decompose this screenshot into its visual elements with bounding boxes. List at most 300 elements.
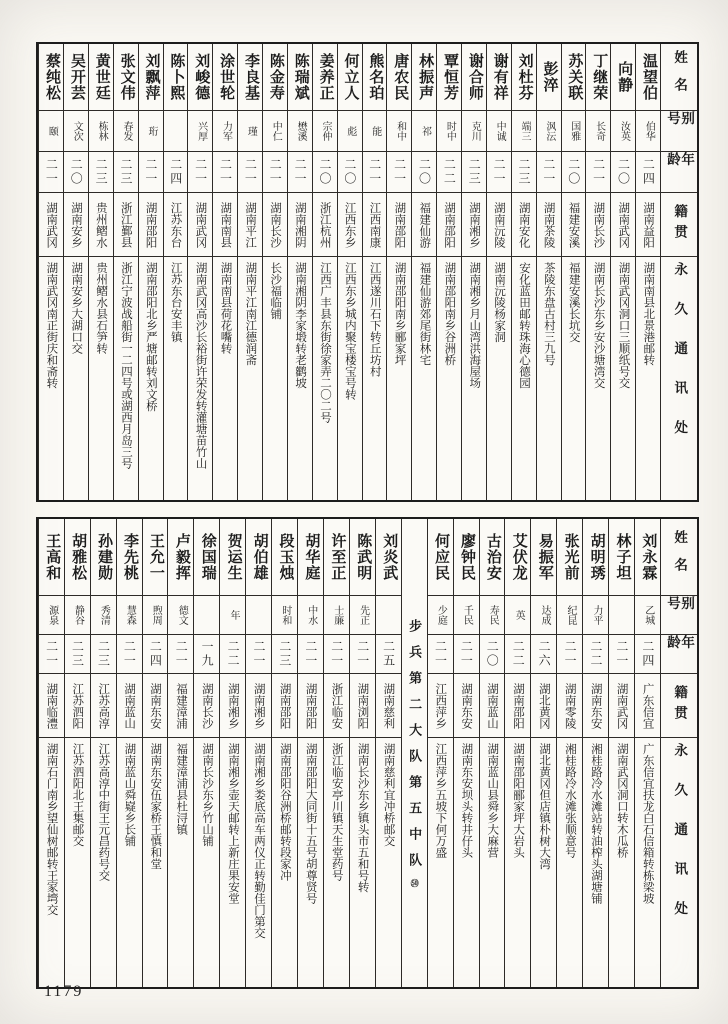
address-cell [213, 257, 237, 500]
age-cell [288, 152, 312, 193]
person-column [163, 44, 188, 500]
person-native-place: 广东信宜 [641, 682, 654, 729]
native-place-cell [387, 193, 411, 257]
age-cell [114, 152, 138, 193]
address-cell [39, 257, 63, 500]
header-cell-native-place [661, 674, 697, 738]
age-cell [139, 152, 163, 193]
person-age: 二一 [563, 640, 578, 668]
address-cell [194, 738, 219, 987]
person-column [556, 519, 582, 987]
address-cell [557, 738, 582, 987]
section-header-column [401, 519, 427, 987]
alias-cell [338, 111, 362, 152]
person-column [167, 519, 193, 987]
name-cell [480, 519, 505, 596]
person-name: 陈卜熙 [168, 53, 185, 101]
person-name: 王允一 [147, 533, 164, 581]
person-address: 浙江临安亭川镇天生堂药号 [330, 743, 343, 881]
alias-cell [387, 111, 411, 152]
name-cell [611, 44, 635, 111]
person-address: 湖南邵阳北乡严塘邮转刘文桥 [144, 262, 157, 412]
person-alias: 端三 [518, 121, 530, 141]
person-age: 二四 [148, 640, 163, 668]
person-address: 江苏高淳中街王元昌药号交 [97, 743, 110, 881]
person-alias: 中诚 [494, 121, 506, 141]
person-name: 谢有祥 [491, 53, 508, 101]
native-place-cell [64, 193, 88, 257]
native-place-cell [164, 193, 188, 257]
address-cell [220, 738, 245, 987]
name-cell [557, 519, 582, 596]
person-native-place: 湖南平江 [244, 201, 257, 248]
header-cell-alias [661, 596, 697, 635]
alias-cell [531, 596, 556, 635]
person-column [511, 44, 536, 500]
roster-table-bottom [36, 517, 699, 989]
alias-cell [139, 111, 163, 152]
person-name: 陈武明 [355, 533, 372, 581]
native-place-cell [246, 674, 271, 738]
address-cell [338, 257, 362, 500]
person-column [138, 44, 163, 500]
address-cell [462, 257, 486, 500]
person-native-place: 江苏高淳 [97, 682, 110, 729]
person-alias: 文次 [71, 121, 83, 141]
alias-cell [462, 111, 486, 152]
person-age: 二〇 [317, 158, 332, 186]
person-address: 湖南长沙东乡安沙塘湾交 [592, 262, 605, 389]
person-address: 湖南蓝山县舜乡大麻营 [486, 743, 499, 858]
alias-cell [512, 111, 536, 152]
alias-cell [114, 111, 138, 152]
person-alias: 士廉 [331, 605, 343, 625]
person-name: 廖钟民 [458, 533, 475, 581]
address-cell [437, 257, 461, 500]
person-native-place: 湖南湘阴 [293, 201, 306, 248]
age-cell [583, 635, 608, 674]
age-cell [117, 635, 142, 674]
person-name: 丁继荣 [591, 53, 608, 101]
person-alias: 达成 [539, 605, 551, 625]
address-cell [91, 738, 116, 987]
person-address: 江苏东台安丰镇 [169, 262, 182, 343]
person-alias: 纪昆 [565, 605, 577, 625]
name-cell [487, 44, 511, 111]
person-name: 段玉烛 [277, 533, 294, 581]
age-cell [313, 152, 337, 193]
person-native-place: 湖南东安 [589, 682, 602, 729]
header-address-label: 永久通讯处 [672, 743, 688, 941]
person-native-place: 湖南邵阳 [443, 201, 456, 248]
native-place-cell [117, 674, 142, 738]
name-cell [462, 44, 486, 111]
alias-cell [562, 111, 586, 152]
name-cell [194, 519, 219, 596]
name-cell [537, 44, 561, 111]
name-cell [376, 519, 401, 596]
person-age: 二一 [591, 158, 606, 186]
native-place-cell [557, 674, 582, 738]
person-alias: 静谷 [72, 605, 84, 625]
person-column [113, 44, 138, 500]
age-cell [586, 152, 610, 193]
person-name: 涂世轮 [218, 53, 235, 101]
header-cell-age [661, 635, 697, 674]
person-column [479, 519, 505, 987]
age-cell [213, 152, 237, 193]
age-cell [611, 152, 635, 193]
person-name: 蔡纯松 [43, 53, 60, 101]
name-cell [363, 44, 387, 111]
native-place-cell [263, 193, 287, 257]
address-cell [238, 257, 262, 500]
person-age: 二一 [174, 640, 189, 668]
alias-cell [313, 111, 337, 152]
address-cell [454, 738, 479, 987]
alias-cell [505, 596, 530, 635]
person-address: 湖南湘乡壶天邮转上新庄果安堂 [227, 743, 240, 904]
native-place-cell [531, 674, 556, 738]
name-cell [263, 44, 287, 111]
age-cell [246, 635, 271, 674]
person-alias: 宗仲 [319, 121, 331, 141]
native-place-cell [114, 193, 138, 257]
age-cell [164, 152, 188, 193]
person-native-place: 福建安溪 [567, 201, 580, 248]
native-place-cell [636, 193, 660, 257]
alias-cell [65, 596, 90, 635]
address-cell [505, 738, 530, 987]
native-place-cell [583, 674, 608, 738]
person-column [504, 519, 530, 987]
header-name-label: 姓名 [672, 49, 688, 105]
person-alias: 乙城 [642, 605, 654, 625]
person-column [63, 44, 88, 500]
person-age: 二三 [96, 640, 111, 668]
person-native-place: 湖南邵阳 [511, 682, 524, 729]
person-age: 二五 [381, 640, 396, 668]
person-native-place: 湖南长沙 [268, 201, 281, 248]
native-place-cell [505, 674, 530, 738]
alias-cell [437, 111, 461, 152]
address-cell [164, 257, 188, 500]
header-alias-label: 别号 [665, 111, 695, 132]
alias-cell [39, 111, 63, 152]
name-cell [238, 44, 262, 111]
person-age: 二〇 [69, 158, 84, 186]
age-cell [298, 635, 323, 674]
person-age: 二三 [118, 158, 133, 186]
age-cell [387, 152, 411, 193]
person-alias: 祁 [419, 126, 431, 136]
person-address: 福建安溪长坑交 [567, 262, 580, 343]
native-place-cell [272, 674, 297, 738]
person-address: 湖南武冈南正街庆和斋转 [45, 262, 58, 389]
person-age: 二〇 [616, 158, 631, 186]
age-cell [363, 152, 387, 193]
name-cell [164, 44, 188, 111]
person-name: 李先桃 [121, 533, 138, 581]
alias-cell [39, 596, 64, 635]
age-cell [238, 152, 262, 193]
age-cell [505, 635, 530, 674]
name-cell [583, 519, 608, 596]
person-name: 谢合师 [466, 53, 483, 101]
person-native-place: 湖南茶陵 [542, 201, 555, 248]
header-native-label: 籍贯 [672, 204, 688, 245]
person-alias: 慧森 [124, 605, 136, 625]
person-address: 福建仙游郊尾街林宅 [418, 262, 431, 366]
address-cell [188, 257, 212, 500]
person-age: 二一 [541, 158, 556, 186]
header-label-column [660, 519, 697, 987]
address-cell [65, 738, 90, 987]
address-cell [609, 738, 634, 987]
person-column [461, 44, 486, 500]
address-cell [412, 257, 436, 500]
name-cell [220, 519, 245, 596]
person-name: 古治安 [484, 533, 501, 581]
age-cell [562, 152, 586, 193]
person-column [245, 519, 271, 987]
name-cell [246, 519, 271, 596]
person-column [635, 44, 660, 500]
person-age: 二一 [492, 158, 507, 186]
person-column [610, 44, 635, 500]
native-place-cell [143, 674, 168, 738]
person-alias: 德文 [176, 605, 188, 625]
person-name: 温望伯 [640, 53, 657, 101]
person-column [453, 519, 479, 987]
person-native-place: 湖南益阳 [642, 201, 655, 248]
person-column [427, 519, 453, 987]
name-cell [437, 44, 461, 111]
age-cell [89, 152, 113, 193]
person-age: 二二 [511, 640, 526, 668]
address-cell [114, 257, 138, 500]
person-name: 何应民 [433, 533, 450, 581]
age-cell [188, 152, 212, 193]
address-cell [324, 738, 349, 987]
person-name: 熊名珀 [367, 53, 384, 101]
alias-cell [213, 111, 237, 152]
address-cell [363, 257, 387, 500]
person-address: 湖南石门南乡望仙树邮转王家塆交 [45, 743, 58, 916]
person-name: 许至正 [329, 533, 346, 581]
person-native-place: 江苏泗阳 [71, 682, 84, 729]
age-cell [168, 635, 193, 674]
person-native-place: 湖南武冈 [615, 682, 628, 729]
person-column [38, 519, 64, 987]
person-address: 湘桂路冷水滩张顺意号 [564, 743, 577, 858]
person-name: 王高和 [44, 533, 61, 581]
person-age: 二一 [122, 640, 137, 668]
person-column [634, 519, 660, 987]
native-place-cell [428, 674, 453, 738]
alias-cell [635, 596, 660, 635]
alias-cell [164, 111, 188, 152]
address-cell [143, 738, 168, 987]
person-address: 湖南邵阳谷洲桥邮转段家冲 [278, 743, 291, 881]
person-name: 孙建勋 [96, 533, 113, 581]
person-alias: 年 [228, 610, 240, 620]
address-cell [635, 738, 660, 987]
address-cell [586, 257, 610, 500]
person-address: 江苏泗阳北王集邮交 [71, 743, 84, 847]
person-column [337, 44, 362, 500]
alias-cell [487, 111, 511, 152]
alias-cell [64, 111, 88, 152]
person-alias: 懋溪 [295, 121, 307, 141]
native-place-cell [487, 193, 511, 257]
address-cell [350, 738, 375, 987]
address-cell [168, 738, 193, 987]
person-age: 二〇 [485, 640, 500, 668]
address-cell [428, 738, 453, 987]
alias-cell [89, 111, 113, 152]
person-address: 湖南长沙东乡竹山铺 [201, 743, 214, 847]
age-cell [454, 635, 479, 674]
person-address: 江西萍乡五坡下何万盛 [434, 743, 447, 858]
person-address: 湖南沅陵杨家洞 [493, 262, 506, 343]
footnote-mark: ㊿ [410, 879, 420, 887]
person-alias: 秀清 [98, 605, 110, 625]
person-age: 二二 [226, 640, 241, 668]
person-column [219, 519, 245, 987]
address-cell [562, 257, 586, 500]
person-column [90, 519, 116, 987]
address-cell [64, 257, 88, 500]
person-column [536, 44, 561, 500]
alias-cell [428, 596, 453, 635]
name-cell [64, 44, 88, 111]
person-name: 张光前 [562, 533, 579, 581]
address-cell [139, 257, 163, 500]
native-place-cell [168, 674, 193, 738]
age-cell [39, 635, 64, 674]
person-address: 安化蓝田邮转珠海心德园 [517, 262, 530, 389]
address-cell [376, 738, 401, 987]
person-column [530, 519, 556, 987]
native-place-cell [537, 193, 561, 257]
person-address: 长沙福临铺 [269, 262, 282, 320]
person-alias: 瑾 [245, 126, 257, 136]
person-age: 二一 [268, 158, 283, 186]
person-column [142, 519, 168, 987]
person-address: 湖南慈利宜冲桥邮交 [382, 743, 395, 847]
age-cell [487, 152, 511, 193]
name-cell [350, 519, 375, 596]
age-cell [609, 635, 634, 674]
person-name: 刘永霖 [640, 533, 657, 581]
person-age: 二一 [433, 640, 448, 668]
person-age: 二三 [70, 640, 85, 668]
header-address-label: 永久通讯处 [672, 262, 688, 460]
person-native-place: 湖北黄冈 [537, 682, 550, 729]
person-name: 向静 [616, 61, 633, 93]
native-place-cell [480, 674, 505, 738]
person-native-place: 湖南湘乡 [252, 682, 265, 729]
alias-cell [363, 111, 387, 152]
person-name: 李良基 [242, 53, 259, 101]
person-address: 湘桂路冷水滩站转油榨头湖塘铺 [589, 743, 602, 904]
person-native-place: 福建仙游 [418, 201, 431, 248]
address-cell [480, 738, 505, 987]
person-column [271, 519, 297, 987]
person-age: 二二 [442, 158, 457, 186]
person-alias: 时中 [444, 121, 456, 141]
native-place-cell [324, 674, 349, 738]
age-cell [91, 635, 116, 674]
person-column [561, 44, 586, 500]
person-column [323, 519, 349, 987]
age-cell [194, 635, 219, 674]
header-cell-name [661, 44, 697, 111]
person-name: 覃恒芳 [441, 53, 458, 101]
name-cell [39, 519, 64, 596]
alias-cell [272, 596, 297, 635]
person-age: 二一 [392, 158, 407, 186]
name-cell [313, 44, 337, 111]
person-age: 二一 [143, 158, 158, 186]
person-address: 湖南长沙东乡镇头市五和号转 [356, 743, 369, 893]
native-place-cell [437, 193, 461, 257]
person-column [349, 519, 375, 987]
person-name: 林振声 [417, 53, 434, 101]
person-column [212, 44, 237, 500]
person-address: 茶陵东盘古村三九号 [542, 262, 555, 366]
person-name: 刘杜芬 [516, 53, 533, 101]
person-age: 二〇 [566, 158, 581, 186]
alias-cell [194, 596, 219, 635]
person-column [237, 44, 262, 500]
name-cell [91, 519, 116, 596]
person-address: 贵州鳛水县石笋转 [95, 262, 108, 354]
native-place-cell [412, 193, 436, 257]
alias-cell [611, 111, 635, 152]
person-alias: 长奇 [593, 121, 605, 141]
native-place-cell [288, 193, 312, 257]
native-place-cell [65, 674, 90, 738]
header-cell-native-place [661, 193, 697, 257]
person-address: 湖南邵阳南乡郦家坪 [393, 262, 406, 366]
age-cell [39, 152, 63, 193]
name-cell [562, 44, 586, 111]
person-name: 林子坦 [614, 533, 631, 581]
person-address: 湖南南县北景港邮转 [642, 262, 655, 366]
person-native-place: 江西东乡 [343, 201, 356, 248]
alias-cell [412, 111, 436, 152]
person-alias: 伯华 [643, 121, 655, 141]
person-column [608, 519, 634, 987]
person-alias: 时和 [279, 605, 291, 625]
person-address: 江西遂川石下转丘坊村 [368, 262, 381, 377]
person-alias: 寿民 [487, 605, 499, 625]
address-cell [39, 738, 64, 987]
person-name: 姜养正 [317, 53, 334, 101]
alias-cell [636, 111, 660, 152]
person-native-place: 湖南长沙 [200, 682, 213, 729]
person-native-place: 湖南湘乡 [226, 682, 239, 729]
person-name: 陈瑞斌 [292, 53, 309, 101]
person-address: 湖南武冈洞口三顺纸号交 [617, 262, 630, 389]
person-native-place: 湖南邵阳 [304, 682, 317, 729]
age-cell [636, 152, 660, 193]
person-alias: 中仁 [270, 121, 282, 141]
age-cell [437, 152, 461, 193]
native-place-cell [512, 193, 536, 257]
